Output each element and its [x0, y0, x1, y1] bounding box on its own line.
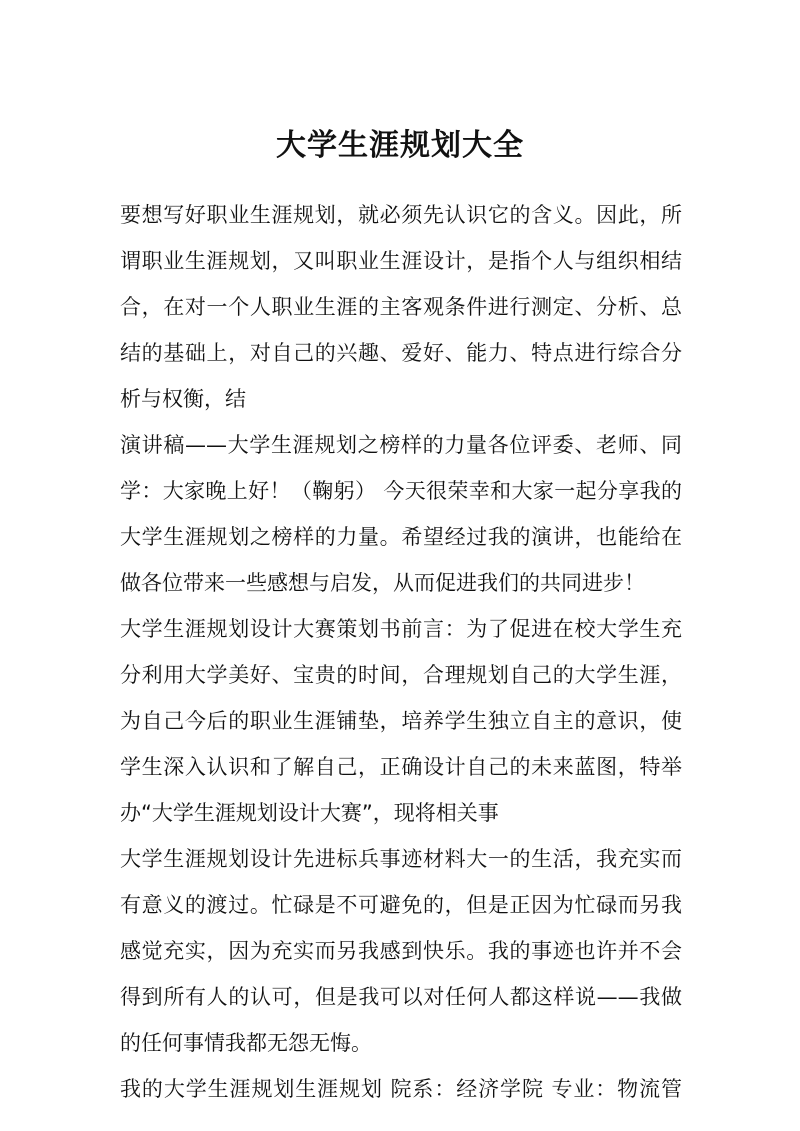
text-line: 大学生涯规划设计先进标兵事迹材料大一的生活，我充实而	[120, 847, 682, 871]
text-line: 办“大学生涯规划设计大赛”，现将相关事	[120, 801, 499, 825]
paragraph-my-plan	[120, 1066, 682, 1112]
document-title: 大学生涯规划大全	[276, 128, 524, 163]
text-line: 的任何事情我都无怨无悔。	[120, 1031, 372, 1055]
paragraph-contest-plan	[120, 606, 682, 836]
paragraph-career-planning-definition	[120, 192, 682, 422]
text-line: 为自己今后的职业生涯铺垫，培养学生独立自主的意识，使	[120, 709, 682, 733]
text-line: 感觉充实，因为充实而另我感到快乐。我的事迹也许并不会	[120, 939, 682, 963]
text-line: 析与权衡，结	[120, 387, 246, 411]
text-line: 有意义的渡过。忙碌是不可避免的，但是正因为忙碌而另我	[120, 893, 682, 917]
text-line: 大学生涯规划之榜样的力量。希望经过我的演讲，也能给在	[120, 525, 682, 549]
text-line: 结的基础上，对自己的兴趣、爱好、能力、特点进行综合分	[120, 341, 682, 365]
document-body	[120, 192, 682, 1112]
paragraph-speech	[120, 422, 682, 606]
text-line: 演讲稿——大学生涯规划之榜样的力量各位评委、老师、同	[120, 433, 682, 457]
text-line: 学生深入认识和了解自己，正确设计自己的未来蓝图，特举	[120, 755, 682, 779]
paragraph-model-student	[120, 836, 682, 1066]
text-line: 分利用大学美好、宝贵的时间，合理规划自己的大学生涯，	[120, 663, 682, 687]
text-line: 谓职业生涯规划，又叫职业生涯设计，是指个人与组织相结	[120, 249, 682, 273]
text-line: 要想写好职业生涯规划，就必须先认识它的含义。因此，所	[120, 203, 682, 227]
text-line: 得到所有人的认可，但是我可以对任何人都这样说——我做	[120, 985, 682, 1009]
text-line: 我的大学生涯规划生涯规划 院系：经济学院 专业：物流管	[120, 1077, 682, 1101]
text-line: 大学生涯规划设计大赛策划书前言：为了促进在校大学生充	[120, 617, 682, 641]
text-line: 做各位带来一些感想与启发，从而促进我们的共同进步！	[120, 571, 645, 595]
text-line: 合，在对一个人职业生涯的主客观条件进行测定、分析、总	[120, 295, 682, 319]
text-line: 学：大家晚上好！（鞠躬） 今天很荣幸和大家一起分享我的	[120, 479, 682, 503]
